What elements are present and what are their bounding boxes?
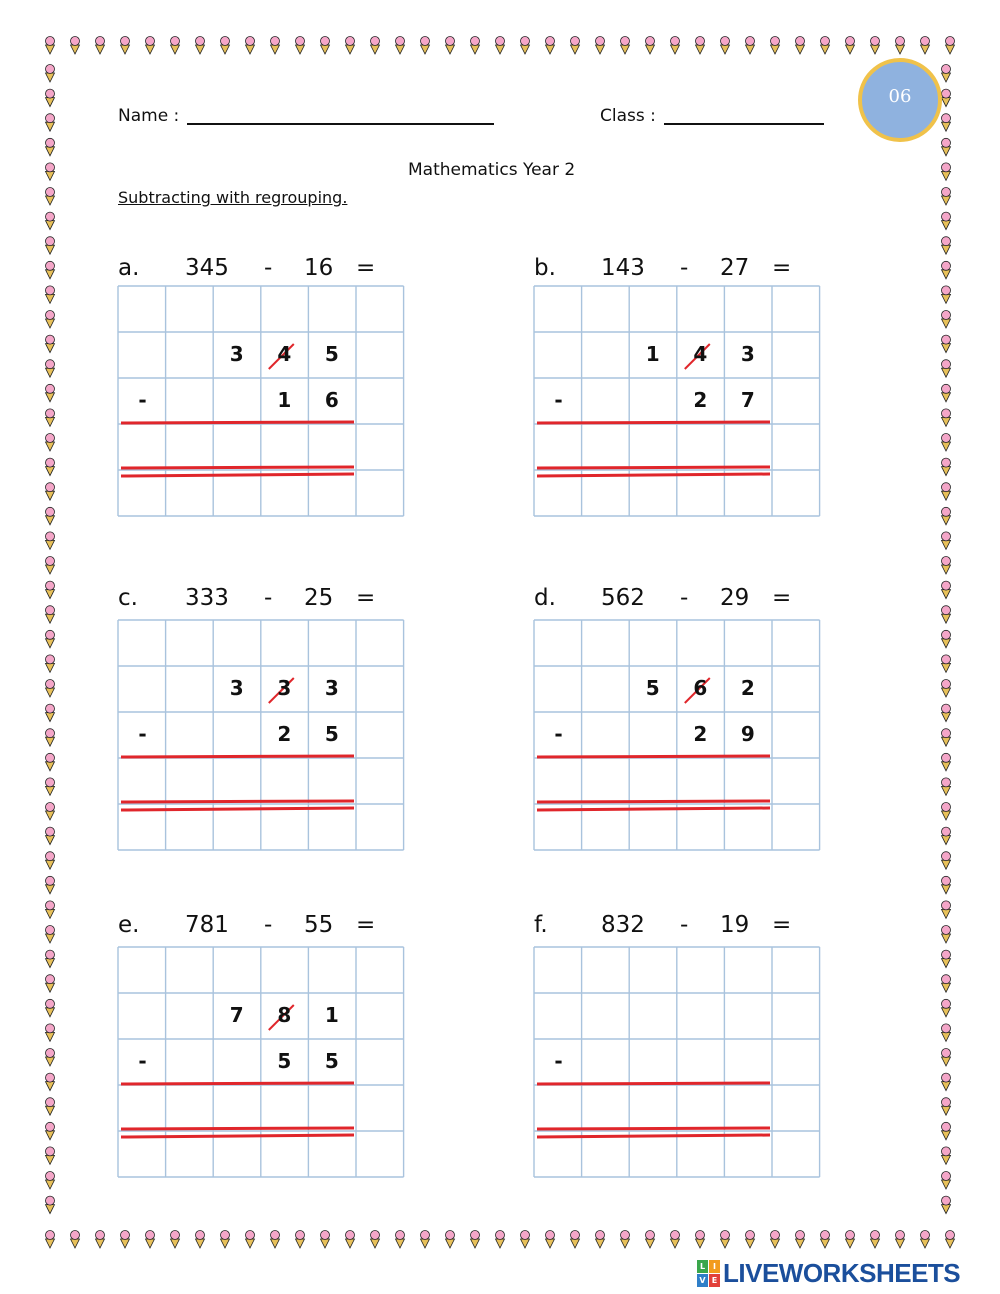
ice-cream-icon xyxy=(521,1231,530,1249)
working-grid[interactable] xyxy=(118,286,404,516)
ice-cream-icon xyxy=(942,655,951,673)
ice-cream-icon xyxy=(942,1049,951,1067)
ice-cream-icon xyxy=(571,1231,580,1249)
problem-equals: = xyxy=(772,585,792,611)
ice-cream-icon xyxy=(246,1231,255,1249)
bottom-digit: 6 xyxy=(324,388,339,412)
bottom-digit: 1 xyxy=(277,388,292,412)
problem-letter: d. xyxy=(534,585,556,611)
ice-cream-icon xyxy=(946,37,955,55)
ice-cream-icon xyxy=(71,1231,80,1249)
ice-cream-icon xyxy=(46,286,55,304)
top-digit: 3 xyxy=(324,676,339,700)
ice-cream-icon xyxy=(196,1231,205,1249)
logo-mark-letter: L xyxy=(697,1260,708,1273)
bottom-digit: 7 xyxy=(740,388,755,412)
ice-cream-icon xyxy=(46,606,55,624)
ice-cream-icon xyxy=(942,1147,951,1165)
ice-cream-icon xyxy=(46,581,55,599)
ice-cream-icon xyxy=(942,729,951,747)
ice-cream-icon xyxy=(721,37,730,55)
ice-cream-icon xyxy=(46,261,55,279)
ice-cream-icon xyxy=(371,1231,380,1249)
red-answer-line xyxy=(121,474,354,476)
ice-cream-icon xyxy=(46,237,55,255)
ice-cream-icon xyxy=(942,557,951,575)
ice-cream-icon xyxy=(196,37,205,55)
ice-cream-icon xyxy=(46,557,55,575)
top-digit: 3 xyxy=(277,676,292,700)
ice-cream-icon xyxy=(371,37,380,55)
ice-cream-icon xyxy=(546,37,555,55)
logo-text: LIVEWORKSHEETS xyxy=(723,1257,961,1288)
ice-cream-icon xyxy=(671,1231,680,1249)
ice-cream-icon xyxy=(46,852,55,870)
ice-cream-icon xyxy=(942,1073,951,1091)
bottom-digit: 2 xyxy=(693,722,708,746)
ice-cream-icon xyxy=(346,37,355,55)
ice-cream-icon xyxy=(46,188,55,206)
red-answer-line xyxy=(537,801,770,802)
working-grid[interactable] xyxy=(534,620,820,850)
top-digit: 7 xyxy=(229,1003,244,1027)
working-grid[interactable] xyxy=(534,286,820,516)
ice-cream-icon xyxy=(171,37,180,55)
ice-cream-icon xyxy=(942,261,951,279)
ice-cream-icon xyxy=(46,753,55,771)
ice-cream-icon xyxy=(46,532,55,550)
ice-cream-icon xyxy=(46,901,55,919)
ice-cream-icon xyxy=(271,1231,280,1249)
top-digit: 3 xyxy=(229,342,244,366)
ice-cream-icon xyxy=(942,753,951,771)
ice-cream-icon xyxy=(942,114,951,132)
worksheet-title: Mathematics Year 2 xyxy=(408,160,576,180)
ice-cream-icon xyxy=(942,89,951,107)
ice-cream-icon xyxy=(942,630,951,648)
red-answer-line xyxy=(537,756,770,757)
ice-cream-icon xyxy=(321,1231,330,1249)
ice-cream-icon xyxy=(721,1231,730,1249)
ice-cream-icon xyxy=(942,409,951,427)
ice-cream-icon xyxy=(46,630,55,648)
ice-cream-icon xyxy=(821,37,830,55)
minus-sign: - xyxy=(554,388,563,412)
ice-cream-icon xyxy=(46,138,55,156)
ice-cream-icon xyxy=(942,237,951,255)
bottom-digit: 5 xyxy=(324,722,339,746)
ice-cream-icon xyxy=(942,581,951,599)
ice-cream-icon xyxy=(942,1098,951,1116)
ice-cream-icon xyxy=(646,1231,655,1249)
problem-equals: = xyxy=(772,912,792,938)
ice-cream-icon xyxy=(421,37,430,55)
ice-cream-icon xyxy=(846,37,855,55)
problem-equals: = xyxy=(356,585,376,611)
ice-cream-icon xyxy=(942,483,951,501)
ice-cream-icon xyxy=(246,37,255,55)
ice-cream-icon xyxy=(942,138,951,156)
ice-cream-icon xyxy=(942,606,951,624)
ice-cream-icon xyxy=(46,114,55,132)
problem-subtrahend: 19 xyxy=(720,912,750,938)
top-digit: 8 xyxy=(277,1003,292,1027)
ice-cream-icon xyxy=(471,37,480,55)
ice-cream-icon xyxy=(46,458,55,476)
ice-cream-icon xyxy=(46,37,55,55)
ice-cream-icon xyxy=(46,827,55,845)
problem-minuend: 333 xyxy=(185,585,229,611)
ice-cream-icon xyxy=(421,1231,430,1249)
ice-cream-icon xyxy=(46,999,55,1017)
problem-minuend: 562 xyxy=(601,585,645,611)
problem-subtrahend: 16 xyxy=(304,255,334,281)
problem-subtrahend: 25 xyxy=(304,585,334,611)
ice-cream-icon xyxy=(46,163,55,181)
ice-cream-icon xyxy=(296,1231,305,1249)
problem-operator: - xyxy=(264,585,273,611)
ice-cream-icon xyxy=(696,1231,705,1249)
ice-cream-icon xyxy=(942,384,951,402)
ice-cream-icon xyxy=(46,680,55,698)
ice-cream-icon xyxy=(396,37,405,55)
ice-cream-icon xyxy=(46,926,55,944)
problem-minuend: 143 xyxy=(601,255,645,281)
problem-operator: - xyxy=(680,255,689,281)
top-digit: 3 xyxy=(740,342,755,366)
top-digit: 4 xyxy=(277,342,292,366)
ice-cream-icon xyxy=(746,37,755,55)
ice-cream-icon xyxy=(46,778,55,796)
ice-cream-icon xyxy=(96,37,105,55)
ice-cream-icon xyxy=(942,335,951,353)
problem-minuend: 832 xyxy=(601,912,645,938)
ice-cream-icon xyxy=(771,37,780,55)
problem-equals: = xyxy=(772,255,792,281)
ice-cream-icon xyxy=(221,37,230,55)
ice-cream-icon xyxy=(46,384,55,402)
ice-cream-icon xyxy=(942,827,951,845)
ice-cream-icon xyxy=(942,1024,951,1042)
ice-cream-icon xyxy=(771,1231,780,1249)
ice-cream-icon xyxy=(96,1231,105,1249)
ice-cream-icon xyxy=(521,37,530,55)
ice-cream-icon xyxy=(942,975,951,993)
liveworksheets-logo xyxy=(697,1258,960,1288)
ice-cream-icon xyxy=(796,1231,805,1249)
ice-cream-icon xyxy=(396,1231,405,1249)
ice-cream-icon xyxy=(671,37,680,55)
ice-cream-icon xyxy=(946,1231,955,1249)
ice-cream-icon xyxy=(446,1231,455,1249)
ice-cream-icon xyxy=(446,37,455,55)
ice-cream-icon xyxy=(146,1231,155,1249)
ice-cream-icon xyxy=(896,1231,905,1249)
problem-minuend: 345 xyxy=(185,255,229,281)
red-answer-line xyxy=(121,801,354,802)
ice-cream-icon xyxy=(921,1231,930,1249)
ice-cream-icon xyxy=(46,409,55,427)
ice-cream-icon xyxy=(942,532,951,550)
minus-sign: - xyxy=(554,722,563,746)
ice-cream-icon xyxy=(942,876,951,894)
problem-minuend: 781 xyxy=(185,912,229,938)
ice-cream-icon xyxy=(46,1024,55,1042)
name-field[interactable] xyxy=(187,123,494,125)
ice-cream-icon xyxy=(942,803,951,821)
red-answer-line xyxy=(121,1128,354,1129)
ice-cream-icon xyxy=(871,1231,880,1249)
ice-cream-icon xyxy=(696,37,705,55)
ice-cream-icon xyxy=(942,680,951,698)
minus-sign: - xyxy=(138,1049,147,1073)
ice-cream-icon xyxy=(296,37,305,55)
class-field[interactable] xyxy=(664,123,824,125)
ice-cream-icon xyxy=(942,360,951,378)
ice-cream-icon xyxy=(46,704,55,722)
worksheet-subtitle: Subtracting with regrouping. xyxy=(118,188,348,207)
ice-cream-icon xyxy=(496,37,505,55)
ice-cream-icon xyxy=(46,1073,55,1091)
ice-cream-icon xyxy=(621,37,630,55)
problem-letter: c. xyxy=(118,585,138,611)
ice-cream-icon xyxy=(942,950,951,968)
ice-cream-icon xyxy=(496,1231,505,1249)
logo-mark-icon xyxy=(697,1260,719,1286)
ice-cream-icon xyxy=(942,901,951,919)
red-answer-line xyxy=(121,1083,354,1084)
minus-sign: - xyxy=(138,722,147,746)
top-digit: 6 xyxy=(693,676,708,700)
ice-cream-icon xyxy=(146,37,155,55)
ice-cream-icon xyxy=(46,1172,55,1190)
bottom-digit: 5 xyxy=(277,1049,292,1073)
ice-cream-icon xyxy=(571,37,580,55)
top-digit: 1 xyxy=(324,1003,339,1027)
ice-cream-icon xyxy=(46,65,55,83)
page-number-badge: 06 xyxy=(858,58,942,142)
ice-cream-icon xyxy=(471,1231,480,1249)
red-answer-line xyxy=(537,808,770,810)
ice-cream-icon xyxy=(46,655,55,673)
ice-cream-icon xyxy=(942,507,951,525)
ice-cream-icon xyxy=(121,37,130,55)
ice-cream-icon xyxy=(942,1172,951,1190)
bottom-digit: 2 xyxy=(277,722,292,746)
problem-operator: - xyxy=(680,912,689,938)
ice-cream-icon xyxy=(46,1231,55,1249)
top-digit: 2 xyxy=(740,676,755,700)
ice-cream-icon xyxy=(942,188,951,206)
red-answer-line xyxy=(121,756,354,757)
ice-cream-icon xyxy=(46,507,55,525)
problem-operator: - xyxy=(680,585,689,611)
top-digit: 5 xyxy=(645,676,660,700)
red-answer-line xyxy=(537,474,770,476)
ice-cream-icon xyxy=(621,1231,630,1249)
ice-cream-icon xyxy=(121,1231,130,1249)
problem-subtrahend: 55 xyxy=(304,912,334,938)
ice-cream-icon xyxy=(871,37,880,55)
top-digit: 4 xyxy=(693,342,708,366)
problem-equals: = xyxy=(356,255,376,281)
problem-letter: f. xyxy=(534,912,548,938)
ice-cream-icon xyxy=(546,1231,555,1249)
name-label: Name : xyxy=(118,106,180,126)
ice-cream-icon xyxy=(942,999,951,1017)
ice-cream-icon xyxy=(942,704,951,722)
ice-cream-icon xyxy=(896,37,905,55)
ice-cream-icon xyxy=(942,434,951,452)
ice-cream-icon xyxy=(46,1196,55,1214)
problem-subtrahend: 27 xyxy=(720,255,750,281)
ice-cream-icon xyxy=(46,360,55,378)
working-grid[interactable] xyxy=(118,947,404,1177)
ice-cream-icon xyxy=(46,1098,55,1116)
ice-cream-icon xyxy=(46,212,55,230)
ice-cream-icon xyxy=(942,163,951,181)
ice-cream-icon xyxy=(46,434,55,452)
problem-operator: - xyxy=(264,912,273,938)
ice-cream-icon xyxy=(942,286,951,304)
top-digit: 5 xyxy=(324,342,339,366)
red-answer-line xyxy=(537,1128,770,1129)
ice-cream-icon xyxy=(46,876,55,894)
ice-cream-icon xyxy=(46,335,55,353)
bottom-digit: 2 xyxy=(693,388,708,412)
ice-cream-icon xyxy=(596,1231,605,1249)
ice-cream-icon xyxy=(46,89,55,107)
ice-cream-icon xyxy=(942,1196,951,1214)
problem-letter: e. xyxy=(118,912,140,938)
ice-cream-icon xyxy=(942,778,951,796)
red-answer-line xyxy=(537,422,770,423)
logo-mark-letter: E xyxy=(709,1274,720,1287)
ice-cream-icon xyxy=(746,1231,755,1249)
ice-cream-icon xyxy=(646,37,655,55)
minus-sign: - xyxy=(554,1049,563,1073)
bottom-digit: 5 xyxy=(324,1049,339,1073)
problem-subtrahend: 29 xyxy=(720,585,750,611)
ice-cream-icon xyxy=(942,458,951,476)
red-answer-line xyxy=(537,467,770,468)
working-grid[interactable] xyxy=(534,947,820,1177)
ice-cream-icon xyxy=(942,311,951,329)
ice-cream-icon xyxy=(921,37,930,55)
top-digit: 1 xyxy=(645,342,660,366)
ice-cream-icon xyxy=(321,37,330,55)
ice-cream-icon xyxy=(71,37,80,55)
ice-cream-icon xyxy=(796,37,805,55)
red-answer-line xyxy=(121,1135,354,1137)
ice-cream-icon xyxy=(346,1231,355,1249)
ice-cream-icon xyxy=(46,803,55,821)
red-answer-line xyxy=(121,422,354,423)
ice-cream-icon xyxy=(46,1147,55,1165)
top-digit: 3 xyxy=(229,676,244,700)
ice-cream-icon xyxy=(221,1231,230,1249)
problem-letter: a. xyxy=(118,255,140,281)
ice-cream-icon xyxy=(942,212,951,230)
ice-cream-icon xyxy=(46,1049,55,1067)
ice-cream-icon xyxy=(821,1231,830,1249)
ice-cream-icon xyxy=(46,950,55,968)
problem-equals: = xyxy=(356,912,376,938)
red-answer-line xyxy=(121,467,354,468)
ice-cream-icon xyxy=(171,1231,180,1249)
working-grid[interactable] xyxy=(118,620,404,850)
ice-cream-icon xyxy=(596,37,605,55)
ice-cream-icon xyxy=(46,1122,55,1140)
ice-cream-icon xyxy=(942,1122,951,1140)
logo-mark-letter: V xyxy=(697,1274,708,1287)
logo-mark-letter: I xyxy=(709,1260,720,1273)
problem-operator: - xyxy=(264,255,273,281)
ice-cream-icon xyxy=(846,1231,855,1249)
bottom-digit: 9 xyxy=(740,722,755,746)
ice-cream-icon xyxy=(46,483,55,501)
ice-cream-icon xyxy=(271,37,280,55)
red-answer-line xyxy=(121,808,354,810)
problem-letter: b. xyxy=(534,255,556,281)
red-answer-line xyxy=(537,1083,770,1084)
ice-cream-icon xyxy=(46,311,55,329)
ice-cream-icon xyxy=(46,975,55,993)
ice-cream-icon xyxy=(942,926,951,944)
ice-cream-icon xyxy=(46,729,55,747)
class-label: Class : xyxy=(600,106,656,126)
minus-sign: - xyxy=(138,388,147,412)
red-answer-line xyxy=(537,1135,770,1137)
ice-cream-icon xyxy=(942,65,951,83)
ice-cream-icon xyxy=(942,852,951,870)
